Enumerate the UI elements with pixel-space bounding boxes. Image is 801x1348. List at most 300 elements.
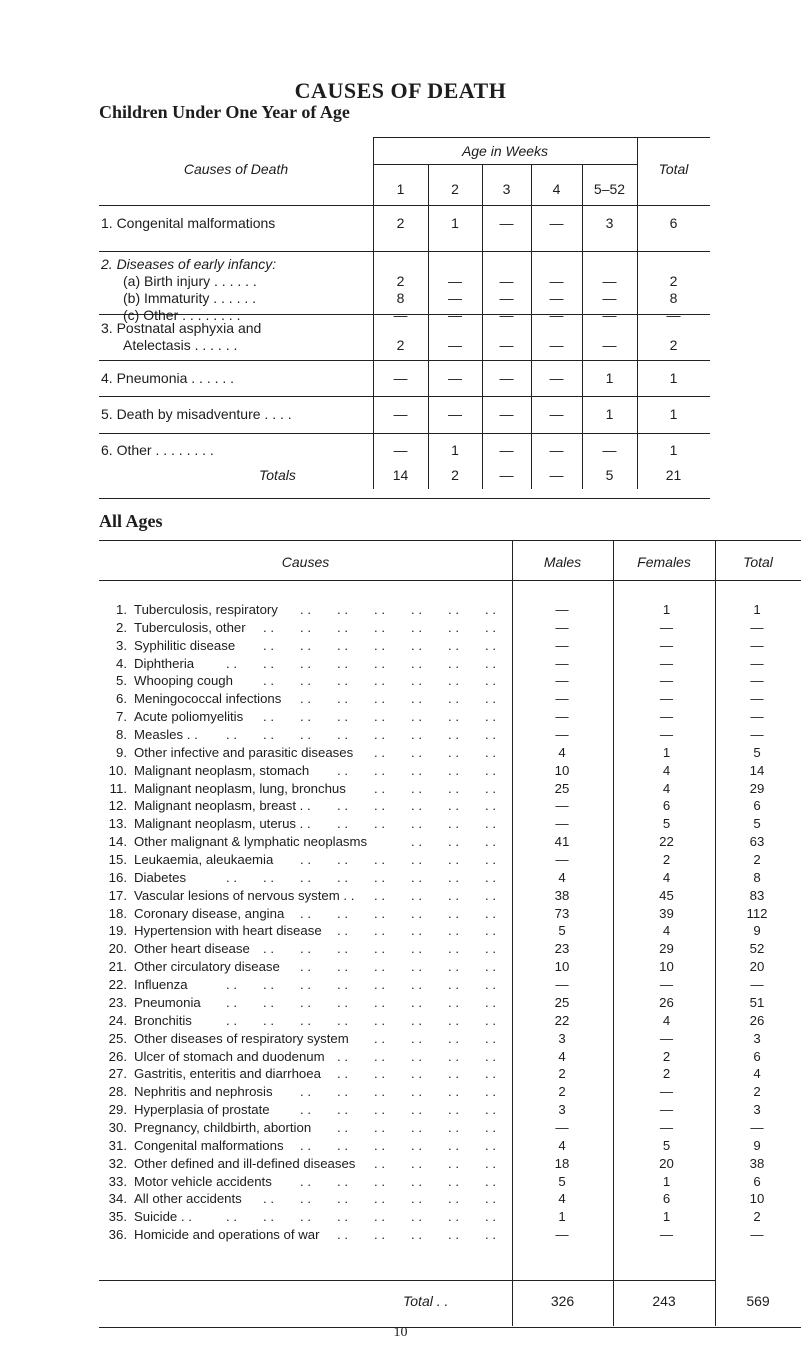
females-value: — bbox=[659, 1084, 674, 1100]
total-value: 2 bbox=[753, 852, 761, 868]
table-row: 21. Other circulatory disease 10 10 20 . . . . . . . . . . . . bbox=[99, 959, 801, 974]
males-value: 18 bbox=[554, 1155, 570, 1171]
table-row: 16. Diabetes 4 4 8 . . . . . . . . . . . . . . . . bbox=[99, 870, 801, 885]
row-label: 6. Other . . . . . . . . bbox=[101, 442, 214, 458]
cause-label: Whooping cough bbox=[134, 673, 233, 689]
total-value: 83 bbox=[749, 887, 765, 903]
table-under-one-year bbox=[99, 137, 710, 499]
row-label: (b) Immaturity . . . . . . bbox=[123, 290, 257, 306]
table-cell: 1 bbox=[451, 215, 459, 231]
cause-label: Pregnancy, childbirth, abortion bbox=[134, 1119, 312, 1135]
females-value: 1 bbox=[662, 602, 671, 617]
row-label: (a) Birth injury . . . . . . bbox=[123, 273, 257, 289]
total-value: 52 bbox=[749, 941, 765, 957]
males-value: — bbox=[555, 1119, 569, 1135]
table-cell: — bbox=[499, 307, 514, 323]
cause-label: Gastritis, enteritis and diarrhoea bbox=[134, 1066, 321, 1082]
table-cell: 14 bbox=[392, 467, 409, 483]
total-value: 2 bbox=[753, 1209, 761, 1225]
total-value: — bbox=[750, 655, 764, 671]
males-value: 4 bbox=[558, 1048, 566, 1064]
page-title: CAUSES OF DEATH bbox=[294, 78, 507, 103]
total-all: 569 bbox=[746, 1293, 770, 1309]
females-value: 5 bbox=[662, 1137, 671, 1153]
table-all-ages bbox=[99, 540, 801, 1328]
table-cell: — bbox=[448, 273, 462, 289]
table-row: 33. Motor vehicle accidents 5 1 6 . . . . . . . . . . . . bbox=[99, 1174, 801, 1189]
row-number: 21. bbox=[108, 959, 127, 975]
males-value: 4 bbox=[558, 1137, 566, 1153]
row-number: 27. bbox=[108, 1066, 127, 1082]
table-cell: 2 bbox=[396, 337, 405, 353]
males-value: 2 bbox=[558, 1066, 566, 1082]
males-value: 23 bbox=[554, 941, 570, 957]
table-row: 7. Acute poliomyelitis — — — . . . . . . . . . . . . . . bbox=[99, 709, 801, 724]
females-value: 4 bbox=[662, 923, 671, 939]
row-label: (c) Other . . . . . . . . bbox=[123, 307, 241, 323]
table-row: 19. Hypertension with heart disease 5 4 9 . . . . . . . . . . bbox=[99, 923, 801, 938]
total-value: — bbox=[750, 1227, 764, 1243]
table-cell: — bbox=[448, 337, 462, 353]
total-value: 1 bbox=[753, 602, 761, 617]
cause-label: Malignant neoplasm, stomach bbox=[134, 762, 310, 778]
cause-label: Hypertension with heart disease bbox=[134, 923, 322, 939]
cause-label: Malignant neoplasm, uterus . . bbox=[134, 816, 311, 832]
table-cell: — bbox=[549, 370, 564, 386]
cause-label: Measles . . bbox=[134, 727, 198, 743]
table-cell: — bbox=[549, 307, 564, 323]
table-cell: 6 bbox=[669, 215, 678, 231]
females-value: 39 bbox=[659, 905, 674, 921]
row-number: 15. bbox=[108, 852, 127, 868]
cause-label: Ulcer of stomach and duodenum bbox=[134, 1048, 325, 1064]
table-row: 2. Tuberculosis, other — — — . . . . . . . . . . . . . . bbox=[99, 620, 801, 635]
row-number: 1. bbox=[116, 602, 127, 617]
females-value: 45 bbox=[659, 887, 674, 903]
row-number: 34. bbox=[108, 1191, 127, 1207]
males-value: 73 bbox=[554, 905, 570, 921]
cause-label: Congenital malformations bbox=[134, 1137, 284, 1153]
total-value: 26 bbox=[749, 1012, 765, 1028]
cause-label: Tuberculosis, other bbox=[134, 619, 246, 635]
table-row: 26. Ulcer of stomach and duodenum 4 2 6 . . . . . . . . . . bbox=[99, 1049, 801, 1064]
header-causes-of-death: Causes of Death bbox=[183, 161, 289, 177]
table-row: 17. Vascular lesions of nervous system . . 38 45 83 . . . . . . . . bbox=[99, 888, 801, 903]
total-value: 38 bbox=[749, 1155, 765, 1171]
cause-label: Coronary disease, angina bbox=[134, 905, 285, 921]
females-value: — bbox=[659, 1030, 674, 1046]
row-number: 31. bbox=[108, 1137, 127, 1153]
row-number: 26. bbox=[108, 1048, 127, 1064]
row-number: 29. bbox=[108, 1102, 127, 1118]
row-label: 5. Death by misadventure . . . . bbox=[101, 406, 292, 422]
males-value: — bbox=[555, 655, 569, 671]
males-value: 5 bbox=[558, 923, 566, 939]
total-value: 51 bbox=[749, 994, 765, 1010]
males-value: 10 bbox=[554, 762, 570, 778]
cause-label: Other heart disease bbox=[134, 941, 250, 957]
females-value: — bbox=[659, 691, 674, 707]
row-number: 30. bbox=[108, 1119, 127, 1135]
table-cell: — bbox=[393, 307, 408, 323]
table-cell: — bbox=[549, 337, 564, 353]
table-row: 34. All other accidents 4 6 10 . . . . . . . . . . . . . . bbox=[99, 1191, 801, 1206]
total-value: — bbox=[750, 691, 764, 707]
table-row: 18. Coronary disease, angina 73 39 112 . . . . . . . . . . . . bbox=[99, 906, 801, 921]
section-heading-under-one: Children Under One Year of Age bbox=[99, 102, 350, 122]
table-cell: — bbox=[448, 307, 462, 323]
row-number: 35. bbox=[108, 1209, 127, 1225]
header-causes: Causes bbox=[281, 554, 330, 570]
table-row: 5. Whooping cough — — — . . . . . . . . . . . . . . bbox=[99, 673, 801, 688]
table-cell: — bbox=[602, 273, 617, 289]
table-cell: — bbox=[549, 273, 564, 289]
cause-label: Other defined and ill-defined diseases bbox=[134, 1155, 356, 1171]
table-row: 3. Syphilitic disease — — — . . . . . . . . . . . . . . bbox=[99, 638, 801, 653]
header-females: Females bbox=[637, 554, 691, 570]
males-value: — bbox=[555, 816, 569, 832]
males-value: — bbox=[555, 602, 569, 617]
total-value: 2 bbox=[753, 1084, 761, 1100]
section-heading-all-ages: All Ages bbox=[99, 511, 163, 531]
row-number: 9. bbox=[116, 744, 127, 760]
table-row: 13. Malignant neoplasm, uterus . . — 5 5 . . . . . . . . . . bbox=[99, 816, 801, 831]
total-value: — bbox=[750, 637, 764, 653]
total-value: 8 bbox=[753, 869, 761, 885]
row-number: 32. bbox=[108, 1155, 127, 1171]
females-value: 20 bbox=[659, 1155, 674, 1171]
females-value: — bbox=[659, 655, 674, 671]
row-number: 18. bbox=[108, 905, 127, 921]
females-value: — bbox=[659, 709, 674, 725]
table-cell: 1 bbox=[605, 370, 614, 386]
header-total: Total bbox=[658, 161, 689, 177]
females-value: 29 bbox=[659, 941, 674, 957]
cause-label: Suicide . . bbox=[134, 1209, 192, 1225]
males-value: — bbox=[555, 691, 569, 707]
table-cell: — bbox=[499, 273, 514, 289]
total-value: — bbox=[750, 977, 764, 993]
table-row: 11. Malignant neoplasm, lung, bronchus 25 4 29 . . . . . . . . bbox=[99, 781, 801, 796]
table-cell: — bbox=[602, 290, 617, 306]
males-value: 3 bbox=[558, 1030, 566, 1046]
females-value: — bbox=[659, 619, 674, 635]
males-value: — bbox=[555, 727, 569, 743]
table-cell: 21 bbox=[665, 467, 682, 483]
row-label: Atelectasis . . . . . . bbox=[123, 337, 238, 353]
table-row: 36. Homicide and operations of war — — — . . . . . . . . . . bbox=[99, 1227, 801, 1242]
table-row: 31. Congenital malformations 4 5 9 . . . . . . . . . . . . bbox=[99, 1138, 801, 1153]
cause-label: Tuberculosis, respiratory bbox=[134, 602, 278, 617]
table-cell: — bbox=[549, 406, 564, 422]
females-value: 1 bbox=[662, 744, 671, 760]
table-cell: 5 bbox=[605, 467, 614, 483]
total-value: — bbox=[750, 709, 764, 725]
females-value: 4 bbox=[662, 780, 671, 796]
females-value: 5 bbox=[662, 816, 671, 832]
table-row: 35. Suicide . . 1 1 2 . . . . . . . . . . . . . . . . bbox=[99, 1209, 801, 1224]
table-cell: 1 bbox=[669, 442, 678, 458]
cause-label: Leukaemia, aleukaemia bbox=[134, 852, 274, 868]
total-value: 14 bbox=[749, 762, 765, 778]
header-week: 1 bbox=[396, 181, 405, 197]
cause-label: Vascular lesions of nervous system . . bbox=[134, 887, 355, 903]
row-number: 16. bbox=[108, 869, 127, 885]
total-males: 326 bbox=[550, 1293, 575, 1309]
table-cell: — bbox=[666, 307, 681, 323]
males-value: — bbox=[555, 852, 569, 868]
header-age-in-weeks: Age in Weeks bbox=[461, 143, 549, 159]
row-number: 7. bbox=[116, 709, 127, 725]
row-number: 33. bbox=[108, 1173, 127, 1189]
cause-label: Hyperplasia of prostate bbox=[134, 1102, 270, 1118]
table-cell: 1 bbox=[605, 406, 614, 422]
row-number: 8. bbox=[116, 727, 127, 743]
row-label: 2. Diseases of early infancy: bbox=[101, 256, 277, 272]
row-label: 1. Congenital malformations bbox=[101, 215, 276, 231]
table-row: 25. Other diseases of respiratory system 3 — 3 . . . . . . . . bbox=[99, 1031, 801, 1046]
row-number: 23. bbox=[108, 994, 127, 1010]
row-number: 2. bbox=[116, 619, 127, 635]
table-cell: 8 bbox=[396, 290, 405, 306]
cause-label: Syphilitic disease bbox=[134, 637, 236, 653]
table-row: 14. Other malignant & lymphatic neoplasms 41 22 63 . . . . . . bbox=[99, 834, 801, 849]
males-value: 4 bbox=[558, 1191, 566, 1207]
row-label: 3. Postnatal asphyxia and bbox=[101, 320, 262, 336]
table-cell: — bbox=[549, 215, 564, 231]
females-value: — bbox=[659, 1102, 674, 1118]
row-number: 24. bbox=[108, 1012, 127, 1028]
table-cell: 2 bbox=[451, 467, 459, 483]
females-value: 4 bbox=[662, 1012, 671, 1028]
females-value: — bbox=[659, 977, 674, 993]
table-row: 27. Gastritis, enteritis and diarrhoea 2 2 4 . . . . . . . . . . bbox=[99, 1066, 801, 1081]
table-row: 15. Leukaemia, aleukaemia — 2 2 . . . . . . . . . . . . bbox=[99, 852, 801, 867]
row-number: 6. bbox=[116, 691, 127, 707]
females-value: 6 bbox=[662, 1191, 671, 1207]
row-number: 10. bbox=[108, 762, 127, 778]
females-value: — bbox=[659, 1227, 674, 1243]
total-value: 29 bbox=[749, 780, 765, 796]
row-number: 28. bbox=[108, 1084, 127, 1100]
males-value: 25 bbox=[554, 780, 570, 796]
table-row: 29. Hyperplasia of prostate 3 — 3 . . . . . . . . . . . . bbox=[99, 1102, 801, 1117]
row-number: 19. bbox=[108, 923, 127, 939]
row-label: 4. Pneumonia . . . . . . bbox=[101, 370, 235, 386]
total-value: 4 bbox=[753, 1066, 761, 1082]
table-row: 12. Malignant neoplasm, breast . . — 6 6 . . . . . . . . . . bbox=[99, 798, 801, 813]
row-number: 5. bbox=[116, 673, 127, 689]
cause-label: Pneumonia bbox=[134, 994, 201, 1010]
males-value: 4 bbox=[558, 744, 566, 760]
total-value: 10 bbox=[749, 1191, 765, 1207]
cause-label: Homicide and operations of war bbox=[134, 1227, 320, 1243]
total-value: 9 bbox=[753, 1137, 761, 1153]
row-number: 12. bbox=[108, 798, 127, 814]
table-row: 20. Other heart disease 23 29 52 . . . . . . . . . . . . . . bbox=[99, 941, 801, 956]
total-value: 5 bbox=[753, 816, 761, 832]
table-cell: 1 bbox=[451, 442, 459, 458]
table-cell: 3 bbox=[605, 215, 614, 231]
row-number: 13. bbox=[108, 816, 127, 832]
table-cell: 1 bbox=[669, 406, 678, 422]
females-value: 10 bbox=[659, 959, 674, 975]
table-row: 28. Nephritis and nephrosis 2 — 2 . . . . . . . . . . . . bbox=[99, 1084, 801, 1099]
table-row: 4. Diphtheria — — — . . . . . . . . . . . . . . . . bbox=[99, 656, 801, 671]
table-cell: — bbox=[602, 442, 617, 458]
header-week: 2 bbox=[451, 181, 459, 197]
table-cell: 2 bbox=[669, 273, 678, 289]
table-row: 23. Pneumonia 25 26 51 . . . . . . . . . . . . . . . . bbox=[99, 995, 801, 1010]
males-value: 41 bbox=[554, 834, 570, 850]
table-cell: — bbox=[602, 337, 617, 353]
females-value: 4 bbox=[662, 762, 671, 778]
header-week: 5–52 bbox=[593, 181, 626, 197]
females-value: 1 bbox=[662, 1209, 671, 1225]
males-value: 38 bbox=[554, 887, 570, 903]
males-value: 10 bbox=[554, 959, 570, 975]
males-value: — bbox=[555, 977, 569, 993]
total-value: 9 bbox=[753, 923, 761, 939]
males-value: 5 bbox=[558, 1173, 566, 1189]
males-value: 1 bbox=[558, 1209, 566, 1225]
males-value: 3 bbox=[558, 1102, 566, 1118]
females-value: — bbox=[659, 727, 674, 743]
page-number: 10 bbox=[393, 1325, 408, 1340]
table-cell: — bbox=[393, 370, 408, 386]
row-number: 20. bbox=[108, 941, 127, 957]
cause-label: Malignant neoplasm, lung, bronchus bbox=[134, 780, 346, 796]
females-value: 4 bbox=[662, 869, 671, 885]
total-value: — bbox=[750, 1119, 764, 1135]
cause-label: Malignant neoplasm, breast . . bbox=[134, 798, 311, 814]
table-row: 32. Other defined and ill-defined diseases 18 20 38 . . . . . . . . bbox=[99, 1156, 801, 1171]
cause-label: Meningococcal infections bbox=[134, 691, 282, 707]
table-cell: — bbox=[549, 442, 564, 458]
total-value: 6 bbox=[753, 1173, 761, 1189]
totals-label: Totals bbox=[259, 467, 296, 483]
row-number: 11. bbox=[109, 780, 127, 796]
males-value: 25 bbox=[554, 994, 570, 1010]
table-cell: — bbox=[549, 290, 564, 306]
cause-label: Other circulatory disease bbox=[134, 959, 280, 975]
males-value: — bbox=[555, 619, 569, 635]
table-row: 22. Influenza — — — . . . . . . . . . . . . . . . . bbox=[99, 977, 801, 992]
total-females: 243 bbox=[652, 1293, 676, 1309]
total-value: 6 bbox=[753, 1048, 761, 1064]
table-row: 10. Malignant neoplasm, stomach 10 4 14 . . . . . . . . . . bbox=[99, 763, 801, 778]
males-value: — bbox=[555, 798, 569, 814]
table-cell: — bbox=[499, 442, 514, 458]
males-value: — bbox=[555, 1227, 569, 1243]
table-row: 1. Tuberculosis, respiratory — 1 1 . . . . . . . . . . . . bbox=[99, 602, 801, 617]
females-value: 22 bbox=[659, 834, 674, 850]
males-value: — bbox=[555, 709, 569, 725]
table-cell: — bbox=[393, 442, 408, 458]
females-value: 2 bbox=[662, 1066, 671, 1082]
cause-label: Acute poliomyelitis bbox=[134, 709, 244, 725]
table-cell: 2 bbox=[396, 273, 405, 289]
row-number: 4. bbox=[116, 655, 127, 671]
males-value: — bbox=[555, 637, 569, 653]
females-value: 6 bbox=[662, 798, 671, 814]
row-number: 17. bbox=[108, 887, 127, 903]
table-cell: — bbox=[448, 370, 462, 386]
males-value: 2 bbox=[558, 1084, 566, 1100]
total-value: 6 bbox=[753, 798, 761, 814]
table-row: 24. Bronchitis 22 4 26 . . . . . . . . . . . . . . . . bbox=[99, 1013, 801, 1028]
cause-label: Diabetes bbox=[134, 869, 187, 885]
row-number: 25. bbox=[108, 1030, 127, 1046]
table-cell: — bbox=[602, 307, 617, 323]
total-value: 3 bbox=[753, 1030, 761, 1046]
total-value: 63 bbox=[749, 834, 765, 850]
total-value: 20 bbox=[749, 959, 765, 975]
table-cell: — bbox=[499, 467, 514, 483]
table-cell: 1 bbox=[669, 370, 678, 386]
table-cell: — bbox=[499, 370, 514, 386]
cause-label: All other accidents bbox=[134, 1191, 242, 1207]
table-row: 30. Pregnancy, childbirth, abortion — — — . . . . . . . . . . bbox=[99, 1120, 801, 1135]
cause-label: Bronchitis bbox=[134, 1012, 192, 1028]
table-cell: — bbox=[499, 406, 514, 422]
cause-label: Diphtheria bbox=[134, 655, 195, 671]
females-value: 26 bbox=[659, 994, 674, 1010]
row-number: 3. bbox=[116, 637, 127, 653]
total-value: 3 bbox=[753, 1102, 761, 1118]
table-cell: — bbox=[499, 290, 514, 306]
females-value: 1 bbox=[662, 1173, 671, 1189]
table-row: 9. Other infective and parasitic diseases 4 1 5 . . . . . . . . bbox=[99, 745, 801, 760]
row-number: 22. bbox=[108, 977, 127, 993]
table-cell: 2 bbox=[669, 337, 678, 353]
males-value: 4 bbox=[558, 869, 566, 885]
header-week: 4 bbox=[552, 181, 561, 197]
table-cell: — bbox=[393, 406, 408, 422]
total-value: — bbox=[750, 727, 764, 743]
table-cell: — bbox=[448, 290, 462, 306]
row-number: 36. bbox=[108, 1227, 127, 1243]
table-row: 6. Meningococcal infections — — — . . . . . . . . . . . . bbox=[99, 691, 801, 706]
females-value: 2 bbox=[662, 852, 671, 868]
table-row: 8. Measles . . — — — . . . . . . . . . . . . . . . . bbox=[99, 727, 801, 742]
total-value: — bbox=[750, 673, 764, 689]
females-value: — bbox=[659, 637, 674, 653]
total-value: 5 bbox=[753, 744, 761, 760]
table-cell: 2 bbox=[396, 215, 405, 231]
cause-label: Influenza bbox=[134, 977, 188, 993]
row-number: 14. bbox=[108, 834, 127, 850]
males-value: 22 bbox=[554, 1012, 570, 1028]
table-cell: — bbox=[448, 406, 462, 422]
table-cell: 8 bbox=[669, 290, 678, 306]
cause-label: Other malignant & lymphatic neoplasms bbox=[134, 834, 368, 850]
table-cell: — bbox=[549, 467, 564, 483]
header-total: Total bbox=[743, 554, 773, 570]
header-week: 3 bbox=[502, 181, 511, 197]
table-cell: — bbox=[499, 337, 514, 353]
females-value: — bbox=[659, 1119, 674, 1135]
females-value: 2 bbox=[662, 1048, 671, 1064]
header-males: Males bbox=[543, 554, 582, 570]
females-value: — bbox=[659, 673, 674, 689]
cause-label: Nephritis and nephrosis bbox=[134, 1084, 273, 1100]
total-value: 112 bbox=[746, 905, 768, 921]
cause-label: Motor vehicle accidents bbox=[134, 1173, 272, 1189]
cause-label: Other diseases of respiratory system bbox=[134, 1030, 349, 1046]
males-value: — bbox=[555, 673, 569, 689]
total-value: — bbox=[750, 619, 764, 635]
